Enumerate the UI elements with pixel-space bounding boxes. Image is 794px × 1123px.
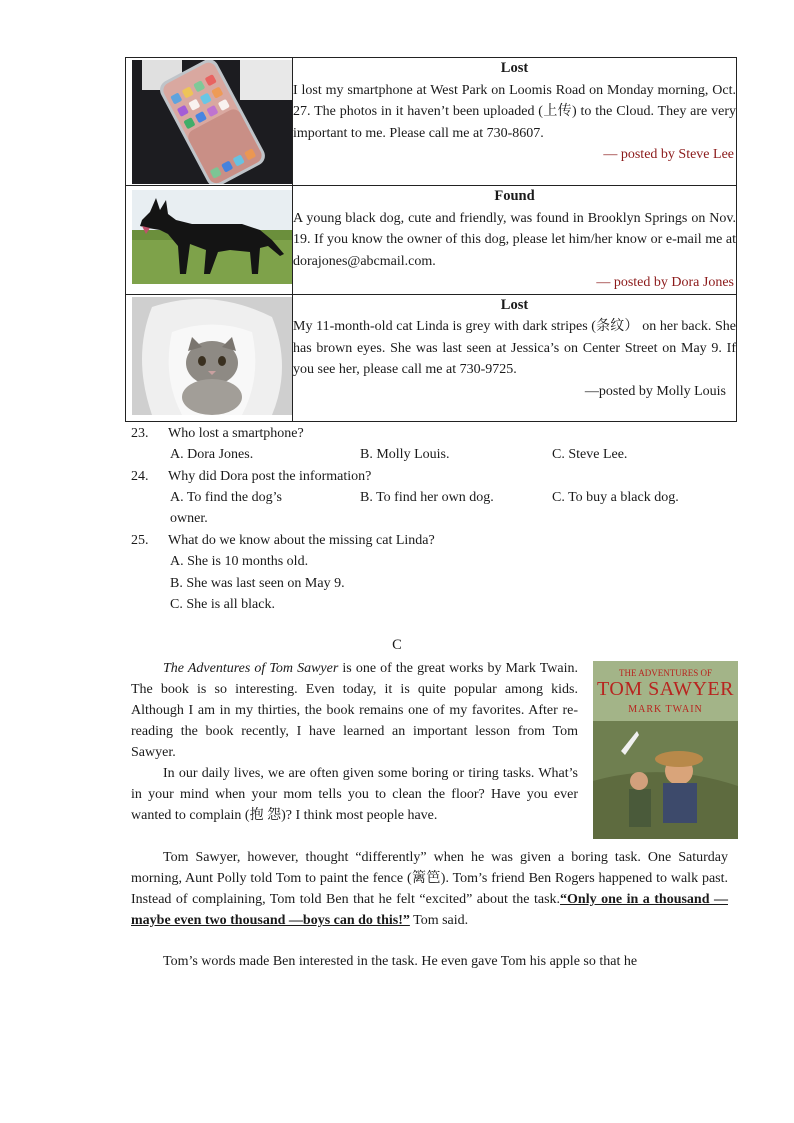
notice-body: My 11-month-old cat Linda is grey with dark stripes (条纹） on her back. She has brown eyes. She was last seen at Jessica’s on Center Street on May 9. If you see her, please call me at 730-9725. <box>293 319 736 377</box>
notice-row <box>126 58 737 186</box>
notice-title: Lost <box>500 60 529 76</box>
question-number: 25. <box>131 533 149 548</box>
notice-title: Found <box>494 188 535 204</box>
question-text: Why did Dora post the information? <box>168 469 372 484</box>
cover-author: MARK TWAIN <box>628 704 703 715</box>
option-c: C. Steve Lee. <box>552 447 628 462</box>
cat-photo-cell <box>126 294 293 421</box>
notice-text-cell <box>293 58 737 186</box>
black-dog-image <box>132 190 292 284</box>
passage-paragraph-3 <box>131 847 728 931</box>
cover-title: TOM SAWYER <box>597 678 734 700</box>
option-b: B. Molly Louis. <box>360 447 450 462</box>
notice-text-cell <box>293 186 737 295</box>
notice-poster: — posted by Steve Lee <box>603 147 734 162</box>
cover-top-line: THE ADVENTURES OF <box>618 668 712 678</box>
notice-text-cell <box>293 294 737 421</box>
notice-title: Lost <box>500 296 529 313</box>
option-a: A. She is 10 months old. <box>170 554 309 569</box>
option-c: C. To buy a black dog. <box>552 490 679 505</box>
option-a: A. Dora Jones. <box>170 447 254 462</box>
tom-quote: “Only one in a thousand —maybe even two thousand —boys can do this!” <box>131 892 728 928</box>
paragraph-text: is one of the great works by Mark Twain. The book is so interesting. Even today, it is quite popular among kids. Although I am in my thirties, the book remains one of my favorites. After re-reading the book recently, I have learned an important lesson from Tom Sawyer. <box>131 661 578 760</box>
passage-paragraph-2: In our daily lives, we are often given some boring or tiring tasks. What’s in your mind when your mom tells you to clean the floor? Have you ever wanted to complain (抱 怨)? I think most people have. <box>131 766 578 823</box>
notice-row <box>126 294 737 421</box>
notice-body: I lost my smartphone at West Park on Loomis Road on Monday morning, Oct. 27. The photos in it haven’t been uploaded (上传) to the Cloud. They are very important to me. Please call me at 730-8607. <box>293 82 736 141</box>
passage-paragraph-4: Tom’s words made Ben interested in the task. He even gave Tom his apple so that he <box>163 954 638 969</box>
question-number: 23. <box>131 426 149 441</box>
option-b: B. She was last seen on May 9. <box>170 576 345 591</box>
section-label: C <box>392 637 402 653</box>
question-text: What do we know about the missing cat Linda? <box>168 533 435 548</box>
paragraph-text: Tom Sawyer, however, thought “differently” when he was given a boring task. One Saturday morning, Aunt Polly told Tom to paint the fence (篱笆). Tom’s friend Ben Rogers happened to walk past. Instead of complaining, Tom told Ben that he felt “excited” about the task. <box>131 850 728 907</box>
tom-sawyer-book-cover <box>593 661 738 839</box>
option-a-continued: owner. <box>170 511 208 526</box>
dog-photo-cell <box>126 186 293 295</box>
smartphone-photo-cell <box>126 58 293 186</box>
passage-paragraph-1 <box>131 658 578 763</box>
book-title-italic: The Adventures of Tom Sawyer <box>163 661 339 676</box>
notice-row <box>126 186 737 295</box>
lost-found-notice-table <box>125 57 737 422</box>
question-text: Who lost a smartphone? <box>168 426 304 441</box>
paragraph-text-end: Tom said. <box>409 913 469 928</box>
notice-body: A young black dog, cute and friendly, was found in Brooklyn Springs on Nov. 19. If you know the owner of this dog, please let him/her know or e-mail me at dorajones@abcmail.com. <box>293 210 736 269</box>
option-c: C. She is all black. <box>170 597 275 612</box>
option-a: A. To find the dog’s <box>170 490 282 505</box>
notice-poster: —posted by Molly Louis <box>584 383 726 399</box>
notice-poster: — posted by Dora Jones <box>596 275 734 290</box>
option-b: B. To find her own dog. <box>360 490 494 505</box>
question-number: 24. <box>131 469 149 484</box>
smartphone-image <box>132 60 292 184</box>
grey-cat-image <box>132 297 292 415</box>
